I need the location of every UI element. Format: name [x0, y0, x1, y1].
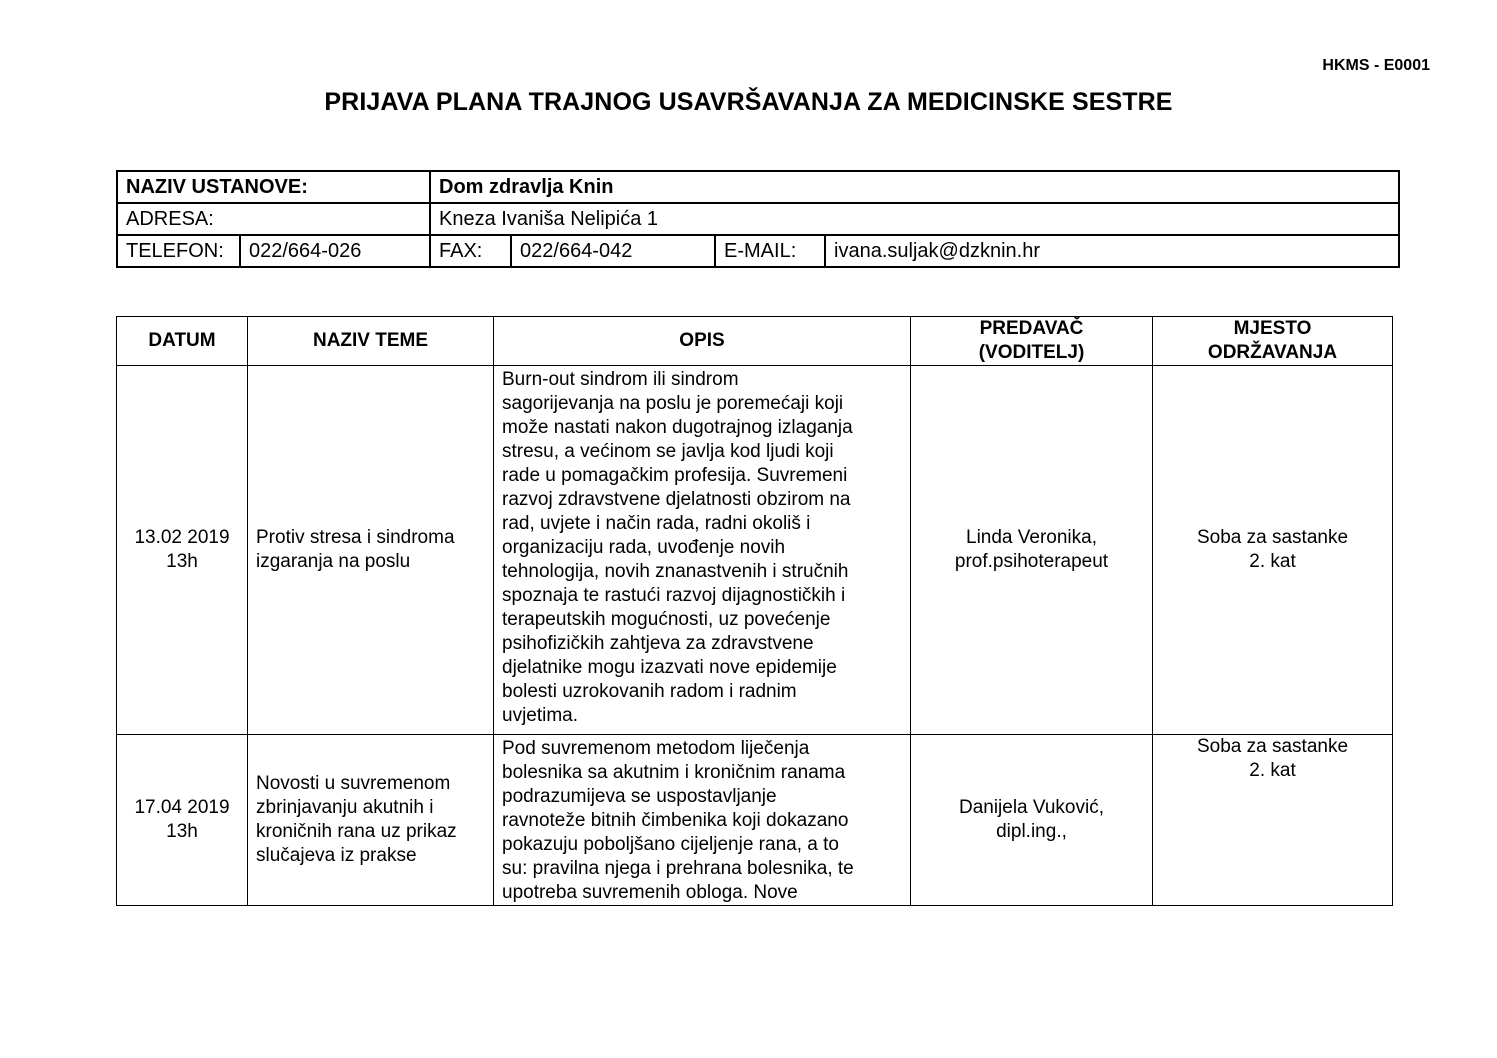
opis-line: Pod suvremenom metodom liječenja	[502, 738, 810, 759]
header-mjesto-line1: MJESTO	[1233, 318, 1312, 339]
phone-label: TELEFON:	[117, 235, 240, 267]
header-mjesto-line2: ODRŽAVANJA	[1207, 342, 1338, 363]
opis-line: bolesnika sa akutnim i kroničnim ranama	[502, 762, 846, 783]
predavac-name: Linda Veronika,	[966, 527, 1097, 548]
row-mjesto	[1153, 735, 1393, 906]
row-datum	[117, 366, 248, 735]
row-predavac	[911, 735, 1153, 906]
opis-line: terapeutskih mogućnosti, uz povećenje	[502, 609, 831, 630]
mjesto-room: Soba za sastanke	[1196, 527, 1349, 548]
header-mjesto	[1153, 317, 1393, 366]
row-opis	[494, 735, 911, 906]
opis-line: Burn-out sindrom ili sindrom	[502, 369, 739, 390]
address-value: Kneza Ivaniša Nelipića 1	[430, 203, 1399, 235]
mjesto-floor: 2. kat	[1249, 760, 1296, 781]
predavac-title: dipl.ing.,	[996, 821, 1067, 842]
institution-name-value: Dom zdravlja Knin	[430, 171, 1399, 203]
opis-line: stresu, a većinom se javlja kod ljudi koji	[502, 441, 834, 462]
tema-line: kroničnih rana uz prikaz	[256, 821, 457, 842]
row-tema	[248, 735, 494, 906]
institution-name-row	[117, 171, 1399, 203]
opis-line: djelatnike mogu izazvati nove epidemije	[502, 657, 837, 678]
opis-line: spoznaja te rastući razvoj dijagnostičkih i	[502, 585, 846, 606]
opis-line: bolesti uzrokovanih radom i radnim	[502, 681, 797, 702]
header-predavac-line2: (VODITELJ)	[978, 342, 1085, 363]
datum-date: 13.02 2019	[134, 527, 230, 548]
predavac-name: Danijela Vuković,	[958, 797, 1105, 818]
opis-line: tehnologija, novih znanastvenih i stručnih	[502, 561, 849, 582]
predavac-title: prof.psihoterapeut	[954, 551, 1109, 572]
mjesto-floor: 2. kat	[1249, 551, 1296, 572]
plan-header-row	[117, 317, 1393, 366]
datum-time: 13h	[166, 551, 198, 572]
institution-address-row	[117, 203, 1399, 235]
fax-label: FAX:	[430, 235, 511, 267]
tema-line: Protiv stresa i sindroma	[256, 527, 455, 548]
opis-line: uvjetima.	[502, 705, 579, 726]
opis-line: rad, uvjete i način rada, radni okoliš i	[502, 513, 811, 534]
header-datum: DATUM	[117, 317, 248, 366]
email-value: ivana.suljak@dzknin.hr	[825, 235, 1399, 267]
table-row	[117, 735, 1393, 906]
opis-line: ravnoteže bitnih čimbenika koji dokazano	[502, 810, 849, 831]
form-code: HKMS - E0001	[1322, 57, 1430, 74]
opis-line: upotreba suvremenih obloga. Nove	[502, 882, 798, 903]
datum-date: 17.04 2019	[134, 797, 230, 818]
opis-line: pokazuju poboljšano cijeljenje rana, a to	[502, 834, 839, 855]
email-label: E-MAIL:	[715, 235, 825, 267]
row-tema	[248, 366, 494, 735]
opis-line: sagorijevanja na poslu je poremećaji koji	[502, 393, 844, 414]
opis-line: razvoj zdravstvene djelatnosti obzirom na	[502, 489, 851, 510]
header-naziv-teme: NAZIV TEME	[248, 317, 494, 366]
opis-wrap	[502, 737, 902, 903]
row-predavac	[911, 366, 1153, 735]
mjesto-room: Soba za sastanke	[1196, 736, 1349, 757]
education-plan-table	[116, 316, 1393, 906]
header-predavac-line1: PREDAVAČ	[979, 318, 1084, 339]
address-label: ADRESA:	[117, 203, 430, 235]
header-opis: OPIS	[494, 317, 911, 366]
opis-line: psihofizičkih zahtjeva za zdravstvene	[502, 633, 814, 654]
opis-line: može nastati nakon dugotrajnog izlaganja	[502, 417, 853, 438]
table-row	[117, 366, 1393, 735]
opis-line: rade u pomagačkim profesija. Suvremeni	[502, 465, 848, 486]
tema-line: izgaranja na poslu	[256, 551, 411, 572]
row-mjesto	[1153, 366, 1393, 735]
institution-info-table	[116, 170, 1400, 268]
institution-name-label: NAZIV USTANOVE:	[117, 171, 430, 203]
tema-line: zbrinjavanju akutnih i	[256, 797, 434, 818]
phone-value: 022/664-026	[240, 235, 430, 267]
opis-line: organizaciju rada, uvođenje novih	[502, 537, 786, 558]
header-predavac	[911, 317, 1153, 366]
datum-time: 13h	[166, 821, 198, 842]
fax-value: 022/664-042	[511, 235, 715, 267]
opis-line: su: pravilna njega i prehrana bolesnika, te	[502, 858, 854, 879]
tema-line: Novosti u suvremenom	[256, 773, 451, 794]
document-title: PRIJAVA PLANA TRAJNOG USAVRŠAVANJA ZA MEDICINSKE SESTRE	[324, 88, 1173, 116]
opis-line: podrazumijeva se uspostavljanje	[502, 786, 777, 807]
row-opis	[494, 366, 911, 735]
row-datum	[117, 735, 248, 906]
tema-line: slučajeva iz prakse	[256, 845, 417, 866]
institution-contact-row	[117, 235, 1399, 267]
